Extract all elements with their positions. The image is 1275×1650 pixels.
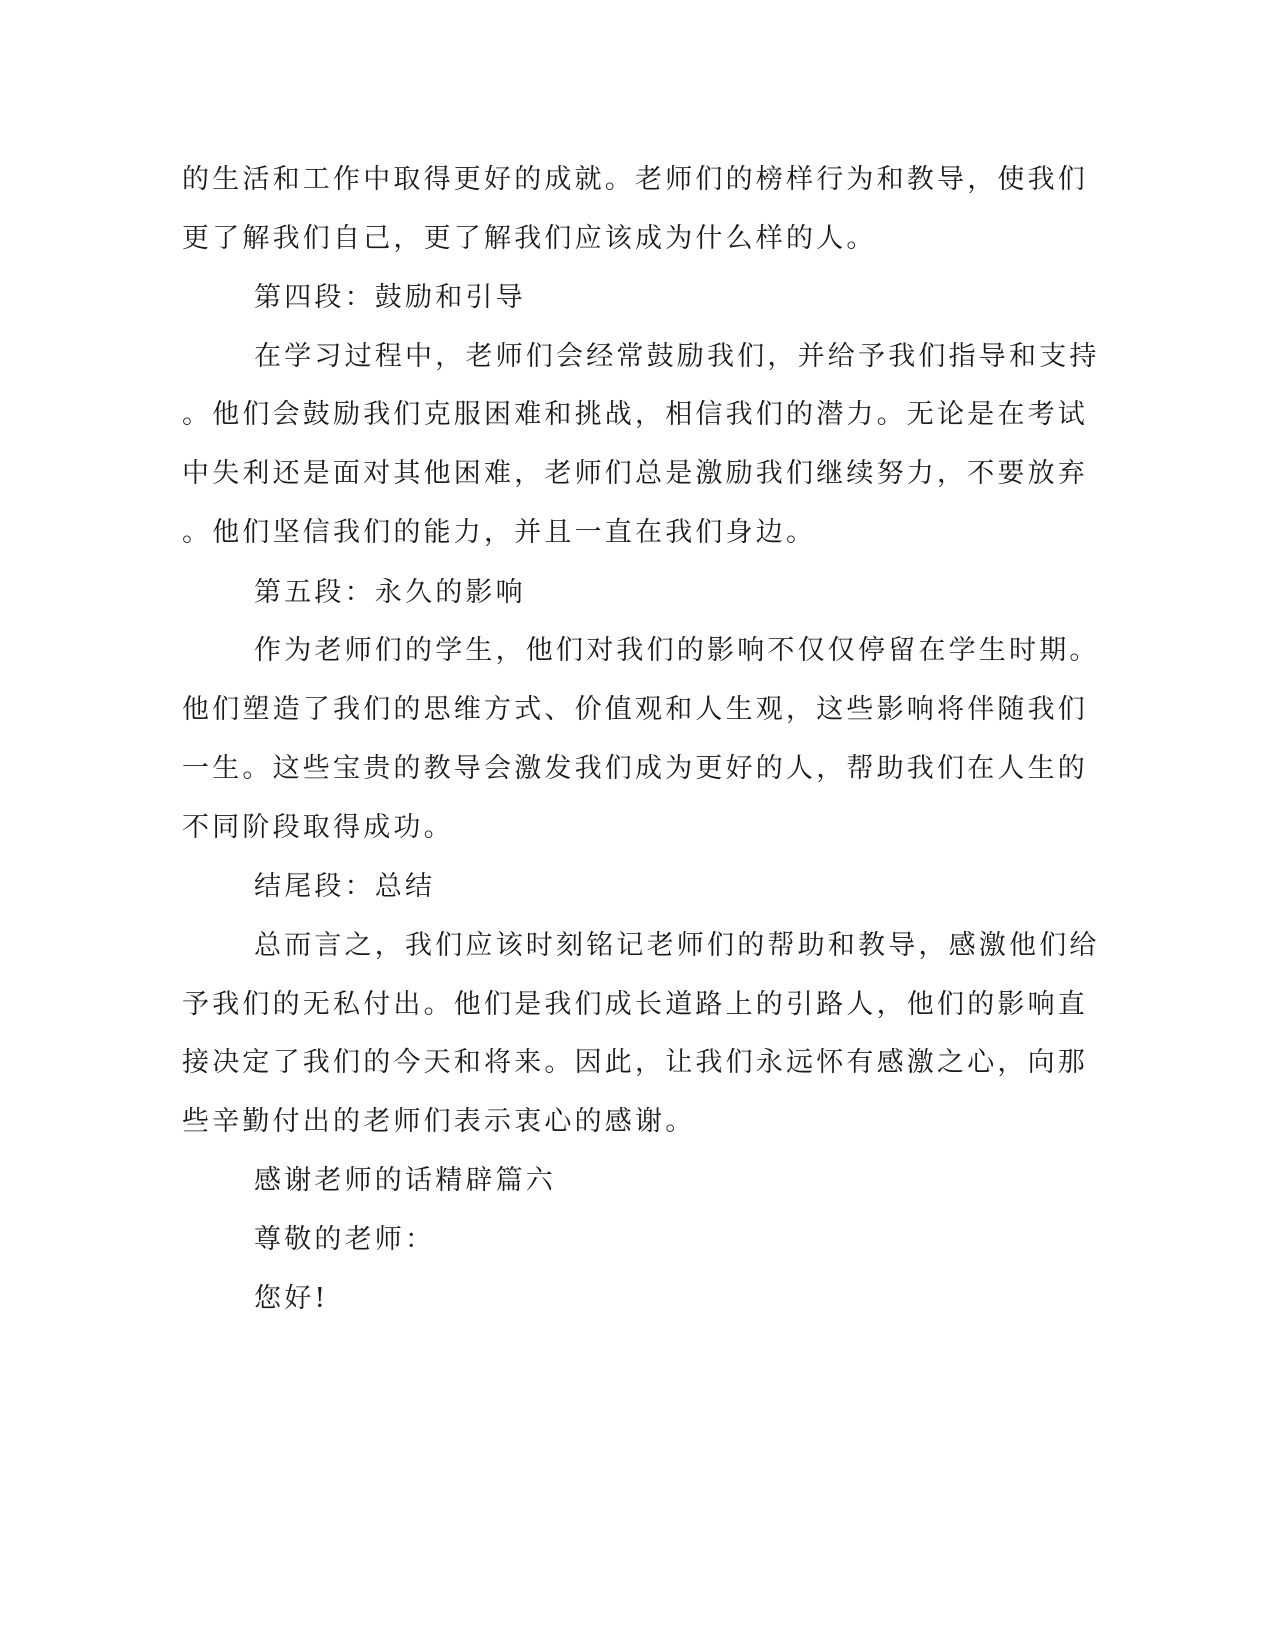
salutation: 尊敬的老师：: [254, 1224, 436, 1255]
paragraph-line: 接决定了我们的今天和将来。因此，让我们永远怀有感激之心，向那: [182, 1047, 1088, 1078]
section-heading: 第五段：永久的影响: [254, 577, 526, 608]
paragraph-line: 一生。这些宝贵的教导会激发我们成为更好的人，帮助我们在人生的: [182, 753, 1088, 784]
greeting: 您好!: [254, 1283, 329, 1314]
paragraph-line: 在学习过程中，老师们会经常鼓励我们，并给予我们指导和支持: [254, 341, 1100, 372]
paragraph-line: 中失利还是面对其他困难，老师们总是激励我们继续努力，不要放弃: [182, 458, 1088, 489]
paragraph-line: 作为老师们的学生，他们对我们的影响不仅仅停留在学生时期。: [254, 635, 1100, 666]
paragraph-line: 些辛勤付出的老师们表示衷心的感谢。: [182, 1106, 696, 1137]
paragraph-line: 的生活和工作中取得更好的成就。老师们的榜样行为和教导，使我们: [182, 164, 1088, 195]
section-heading: 第四段：鼓励和引导: [254, 282, 526, 313]
paragraph-line: 。他们坚信我们的能力，并且一直在我们身边。: [182, 517, 817, 548]
paragraph-line: 他们塑造了我们的思维方式、价值观和人生观，这些影响将伴随我们: [182, 694, 1088, 725]
article-title: 感谢老师的话精辟篇六: [254, 1165, 556, 1196]
section-heading: 结尾段：总结: [254, 871, 436, 902]
paragraph-line: 。他们会鼓励我们克服困难和挑战，相信我们的潜力。无论是在考试: [182, 399, 1088, 430]
paragraph-line: 不同阶段取得成功。: [182, 812, 454, 843]
paragraph-line: 总而言之，我们应该时刻铭记老师们的帮助和教导，感激他们给: [254, 930, 1100, 961]
paragraph-line: 更了解我们自己，更了解我们应该成为什么样的人。: [182, 223, 877, 254]
paragraph-line: 予我们的无私付出。他们是我们成长道路上的引路人，他们的影响直: [182, 989, 1088, 1020]
